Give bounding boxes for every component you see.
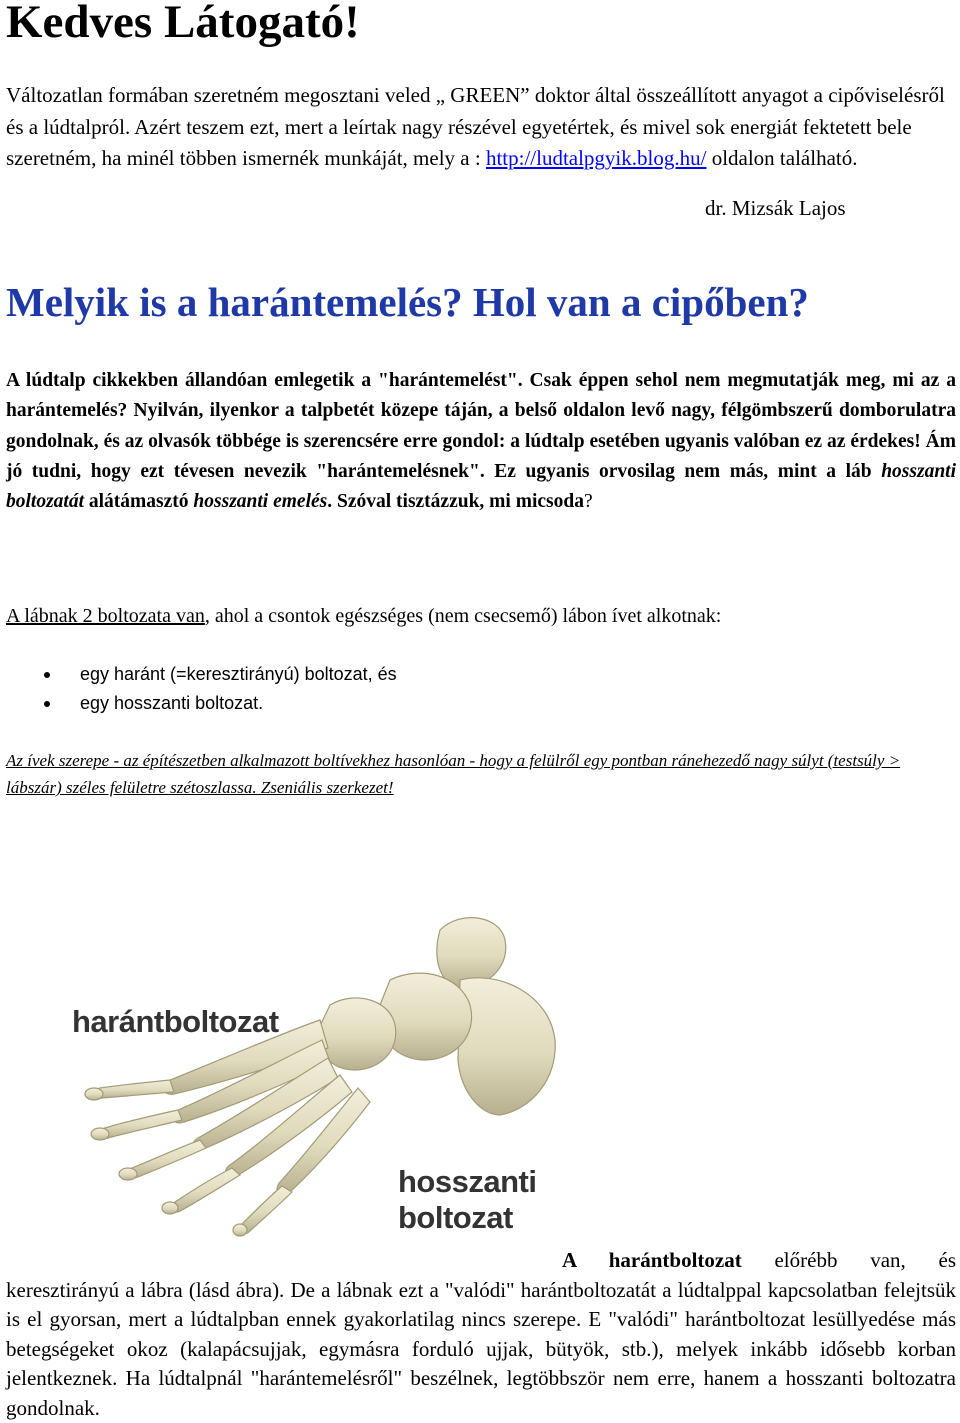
intro-paragraph	[6, 80, 956, 175]
body-text-1: A lúdtalp cikkekben állandóan emlegetik a "harántemelést". Csak éppen sehol nem megmutatják meg, mi az a harántemelés? Nyilván, ilyenkor a talpbetét közepe táján, a belső oldalon levő nagy, félgömbszerű domborulatra gondolnak, és az olvasók többége is szerencsére erre gondol: a lúdtalp esetében ugyanis valóban ez az érdekes! Ám jó tudni, hogy ezt tévesen nevezik "harántemelésnek". Ez ugyanis orvosilag nem más, mint a láb	[6, 370, 956, 482]
arches-intro-rest: , ahol a csontok egészséges (nem csecsemő) lábon ívet alkotnak:	[204, 605, 722, 627]
arch-list	[6, 660, 906, 718]
body-text-4: ?	[583, 491, 593, 513]
arch-role-note: Az ívek szerepe - az építészetben alkalmazott boltívekhez hasonlóan - hogy a felülről egy pontban ránehezedő nagy súlyt (testsúly > lábszár) széles felületre szétoszlassa. Zseniális szerkezet!	[6, 751, 901, 797]
page-title: Kedves Látogató!	[6, 0, 360, 48]
label-longitudinal-arch-1: hosszanti	[398, 1164, 537, 1199]
intro-text: Változatlan formában szeretném megosztani veled „ GREEN” doktor által összeállított anyagot a cipőviselésről és a lúdtalpról. Azért teszem ezt, mert a leírtak nagy részével egyetértek, és mivel sok energiát fektetett bele szeretném, ha minél többen ismernék munkáját, mely a :	[6, 83, 945, 170]
intro-text-end: oldalon található.	[706, 146, 858, 170]
caption-text: előrébb van, és keresztirányú a lábra (lásd ábra). De a lábnak ezt a "valódi" harántboltozatát a lúdtalppal kapcsolatban felejtsük is el gyorsan, mert a lúdtalpban ennek gyakorlatilag nincs szerepe. E "valódi" harántboltozat lesüllyedése más betegségeket okoz (kalapácsujjak, egymásra forduló ujjak, bütyök, stb.), melyek inkább idősebb korban jelentkeznek. Ha lúdtalpnál "harántemelésről" beszélnek, legtöbbször nem erre, hanem a hosszanti boltozatra gondolnak.	[6, 1248, 956, 1420]
body-italic-2: hosszanti emelés	[193, 491, 328, 513]
label-transverse-arch: harántboltozat	[72, 1004, 279, 1039]
author-signature: dr. Mizsák Lajos	[705, 196, 846, 220]
list-item: egy hosszanti boltozat.	[6, 689, 906, 718]
arches-intro	[6, 602, 721, 630]
section-heading: Melyik is a harántemelés? Hol van a cipőben?	[6, 279, 809, 325]
caption-bold: A harántboltozat	[562, 1248, 742, 1272]
transverse-arch-paragraph	[6, 1246, 956, 1423]
foot-skeleton-figure	[60, 910, 560, 1245]
label-longitudinal-arch-2: boltozat	[398, 1200, 513, 1235]
blog-link[interactable]: http://ludtalpgyik.blog.hu/	[485, 146, 707, 170]
list-item: egy haránt (=keresztirányú) boltozat, és	[6, 660, 906, 689]
body-text-3: . Szóval tisztázzuk, mi micsoda	[327, 491, 584, 513]
body-italic-1: hosszanti boltozatát	[6, 460, 956, 513]
body-paragraph	[6, 366, 956, 517]
arches-intro-underlined: A lábnak 2 boltozata van	[6, 605, 205, 627]
body-text-2: alátámasztó	[84, 491, 194, 513]
